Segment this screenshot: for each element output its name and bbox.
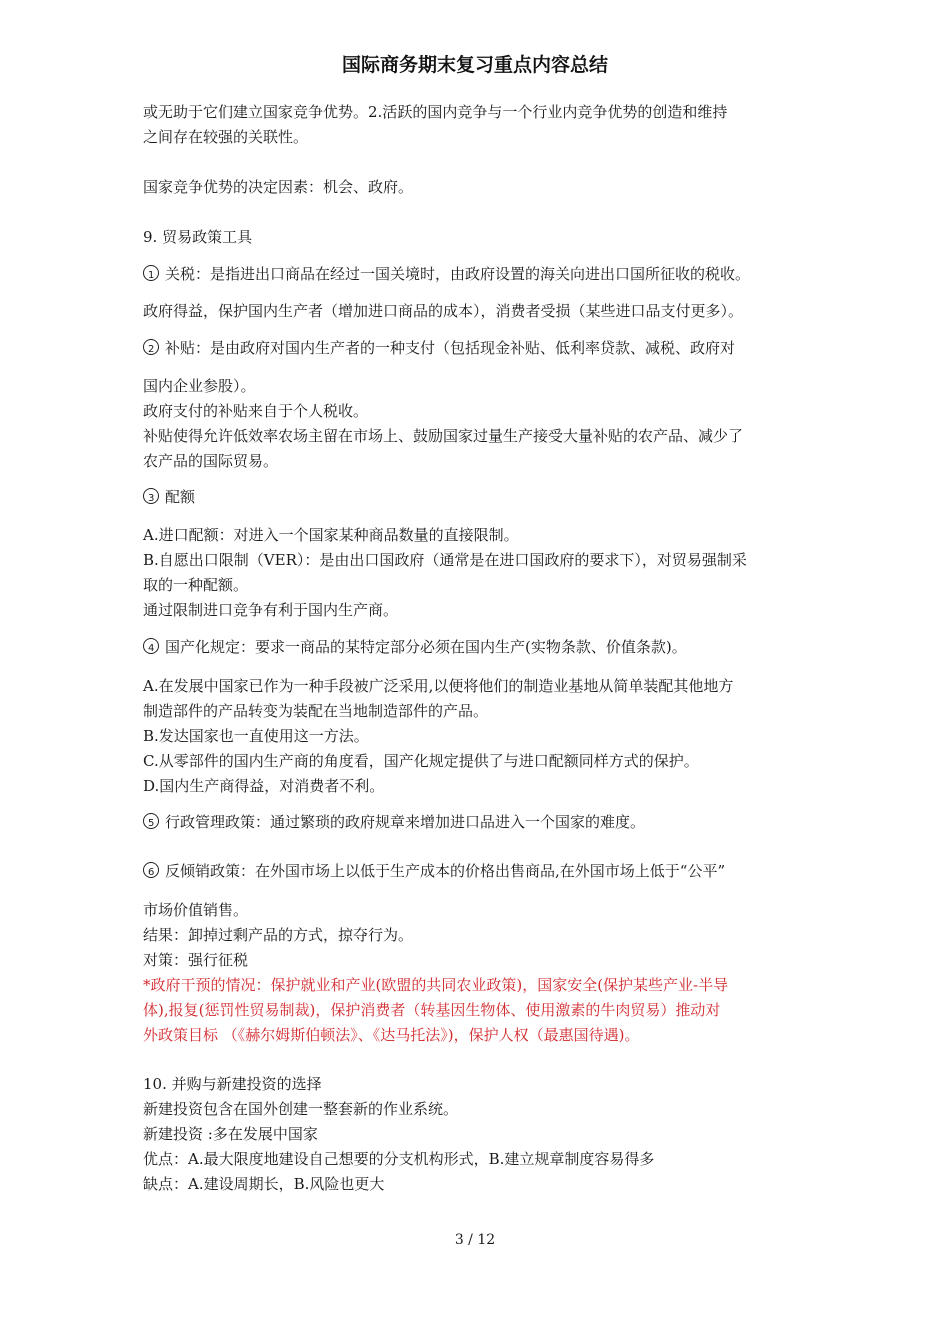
circled-number-icon: 1 [143, 265, 159, 281]
circled-number-icon: 4 [143, 638, 159, 654]
text-line: 国内企业参股）。 [143, 377, 256, 395]
text-line: 取的一种配额。 [143, 576, 249, 594]
text-line: A.进口配额：对进入一个国家某种商品数量的直接限制。 [143, 526, 519, 544]
text-line: 对策：强行征税 [143, 951, 249, 969]
circled-number-icon: 2 [143, 339, 159, 355]
text-line: B.自愿出口限制（VER）：是由出口国政府（通常是在进口国政府的要求下），对贸易强制采 [143, 551, 747, 569]
text-line: 农产品的国际贸易。 [143, 452, 279, 470]
highlight-note: 外政策目标 （《赫尔姆斯伯顿法》、《达马托法》)，保护人权（最惠国待遇)。 [143, 1026, 640, 1044]
text-line: B.发达国家也一直使用这一方法。 [143, 727, 369, 745]
section-heading: 10. 并购与新建投资的选择 [143, 1075, 322, 1093]
highlight-note: *政府干预的情况：保护就业和产业(欧盟的共同农业政策)，国家安全(保护某些产业-半导 [143, 976, 729, 994]
circled-number-icon: 5 [143, 813, 159, 829]
text-line: 新建投资包含在国外创建一整套新的作业系统。 [143, 1100, 459, 1118]
text-line: 之间存在较强的关联性。 [143, 128, 309, 146]
list-item: 6 反倾销政策：在外国市场上以低于生产成本的价格出售商品,在外国市场上低于“公平” [143, 862, 725, 880]
page-title: 国际商务期末复习重点内容总结 [341, 54, 608, 76]
text-line: 市场价值销售。 [143, 901, 249, 919]
text-line: 国家竞争优势的决定因素：机会、政府。 [143, 178, 414, 196]
page-indicator: 3 / 12 [454, 1232, 496, 1248]
text-line: 政府得益，保护国内生产者（增加进口商品的成本），消费者受损（某些进口品支付更多）。 [143, 302, 744, 320]
text-line: 缺点：A.建设周期长，B.风险也更大 [143, 1175, 385, 1193]
text-line: 或无助于它们建立国家竞争优势。2.活跃的国内竞争与一个行业内竞争优势的创造和维持 [143, 103, 728, 121]
circled-number-icon: 3 [143, 488, 159, 504]
text-line: 政府支付的补贴来自于个人税收。 [143, 402, 369, 420]
text-line: 制造部件的产品转变为装配在当地制造部件的产品。 [143, 702, 489, 720]
text-line: D.国内生产商得益，对消费者不利。 [143, 777, 385, 795]
section-heading: 9. 贸易政策工具 [143, 228, 253, 246]
text-line: 补贴使得允许低效率农场主留在市场上、鼓励国家过量生产接受大量补贴的农产品、减少了 [143, 427, 744, 445]
highlight-note: 体),报复(惩罚性贸易制裁)，保护消费者（转基因生物体、使用激素的牛肉贸易）推动对 [143, 1001, 721, 1019]
list-item: 1 关税：是指进出口商品在经过一国关境时，由政府设置的海关向进出口国所征收的税收。 [143, 265, 750, 283]
text-line: 通过限制进口竞争有利于国内生产商。 [143, 601, 399, 619]
text-line: 新建投资 :多在发展中国家 [143, 1125, 318, 1143]
text-line: C.从零部件的国内生产商的角度看，国产化规定提供了与进口配额同样方式的保护。 [143, 752, 699, 770]
list-item: 4 国产化规定：要求一商品的某特定部分必须在国内生产(实物条款、价值条款)。 [143, 638, 687, 656]
circled-number-icon: 6 [143, 862, 159, 878]
list-item: 3 配额 [143, 488, 195, 506]
text-line: 结果：卸掉过剩产品的方式，掠夺行为。 [143, 926, 414, 944]
text-line: 优点：A.最大限度地建设自己想要的分支机构形式，B.建立规章制度容易得多 [143, 1150, 655, 1168]
list-item: 2 补贴：是由政府对国内生产者的一种支付（包括现金补贴、低利率贷款、减税、政府对 [143, 339, 735, 357]
text-line: A.在发展中国家已作为一种手段被广泛采用,以便将他们的制造业基地从简单装配其他地方 [143, 677, 734, 695]
list-item: 5 行政管理政策：通过繁琐的政府规章来增加进口品进入一个国家的难度。 [143, 813, 645, 831]
